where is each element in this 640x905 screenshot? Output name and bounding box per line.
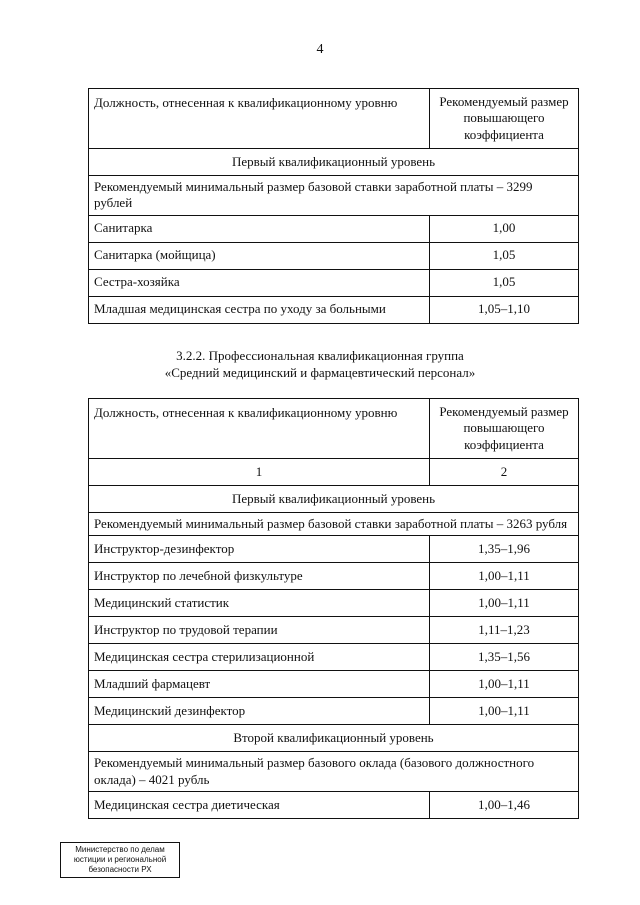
coefficient-cell: 1,00–1,11 [430, 698, 579, 725]
column-number-2: 2 [430, 459, 579, 486]
level-title: Второй квалификационный уровень [89, 725, 579, 752]
base-rate-text: Рекомендуемый минимальный размер базовой ставки заработной платы – 3299 рублей [89, 176, 579, 216]
table-row [89, 698, 579, 725]
ministry-stamp [60, 842, 180, 878]
position-cell: Санитарка (мойщица) [89, 242, 430, 269]
table-row [89, 269, 579, 296]
position-cell: Младший фармацевт [89, 671, 430, 698]
position-cell: Сестра-хозяйка [89, 269, 430, 296]
base-rate-row [89, 752, 579, 792]
header-position: Должность, отнесенная к квалификационному уровню [89, 399, 430, 459]
coefficient-cell: 1,00–1,11 [430, 590, 579, 617]
base-rate-row [89, 513, 579, 536]
table-row [89, 242, 579, 269]
table-header-row [89, 399, 579, 459]
base-rate-text: Рекомендуемый минимальный размер базовой ставки заработной платы – 3263 рубля [89, 513, 579, 536]
table-mid-staff [88, 398, 579, 819]
stamp-line2: юстиции и региональной [73, 855, 167, 864]
level-row [89, 486, 579, 513]
table-row [89, 296, 579, 323]
table-row [89, 791, 579, 818]
position-cell: Медицинский дезинфектор [89, 698, 430, 725]
table-row [89, 644, 579, 671]
level-title: Первый квалификационный уровень [89, 149, 579, 176]
stamp-line1: Министерство по делам [75, 845, 165, 854]
table-row [89, 215, 579, 242]
header-position: Должность, отнесенная к квалификационному уровню [89, 89, 430, 149]
table-header-row [89, 89, 579, 149]
level-title: Первый квалификационный уровень [89, 486, 579, 513]
position-cell: Инструктор по лечебной физкультуре [89, 563, 430, 590]
base-rate-row [89, 176, 579, 216]
section-title-line2: «Средний медицинский и фармацевтический персонал» [164, 364, 476, 380]
table-row [89, 536, 579, 563]
coefficient-cell: 1,35–1,56 [430, 644, 579, 671]
table-row [89, 563, 579, 590]
table-row [89, 617, 579, 644]
column-number-1: 1 [89, 459, 430, 486]
page-number: 4 [316, 42, 324, 57]
position-cell: Медицинская сестра стерилизационной [89, 644, 430, 671]
coefficient-cell: 1,00 [430, 215, 579, 242]
table-row [89, 671, 579, 698]
coefficient-cell: 1,00–1,46 [430, 791, 579, 818]
position-cell: Медицинский статистик [89, 590, 430, 617]
position-cell: Медицинская сестра диетическая [89, 791, 430, 818]
coefficient-cell: 1,05 [430, 269, 579, 296]
level-row [89, 149, 579, 176]
position-cell: Младшая медицинская сестра по уходу за больными [89, 296, 430, 323]
level-row [89, 725, 579, 752]
position-cell: Санитарка [89, 215, 430, 242]
section-title [0, 348, 640, 382]
coefficient-cell: 1,00–1,11 [430, 563, 579, 590]
stamp-line3: безопасности РХ [88, 865, 152, 874]
column-number-row [89, 459, 579, 486]
position-cell: Инструктор по трудовой терапии [89, 617, 430, 644]
base-rate-text: Рекомендуемый минимальный размер базового оклада (базового должностного оклада) – 4021 рубль [89, 752, 579, 792]
header-coefficient: Рекомендуемый размер повышающего коэффициента [430, 399, 579, 459]
coefficient-cell: 1,35–1,96 [430, 536, 579, 563]
section-title-line1: 3.2.2. Профессиональная квалификационная группа [176, 348, 464, 363]
coefficient-cell: 1,05–1,10 [430, 296, 579, 323]
coefficient-cell: 1,11–1,23 [430, 617, 579, 644]
table-junior-staff [88, 88, 579, 324]
position-cell: Инструктор-дезинфектор [89, 536, 430, 563]
coefficient-cell: 1,00–1,11 [430, 671, 579, 698]
coefficient-cell: 1,05 [430, 242, 579, 269]
header-coefficient: Рекомендуемый размер повышающего коэффициента [430, 89, 579, 149]
table-row [89, 590, 579, 617]
